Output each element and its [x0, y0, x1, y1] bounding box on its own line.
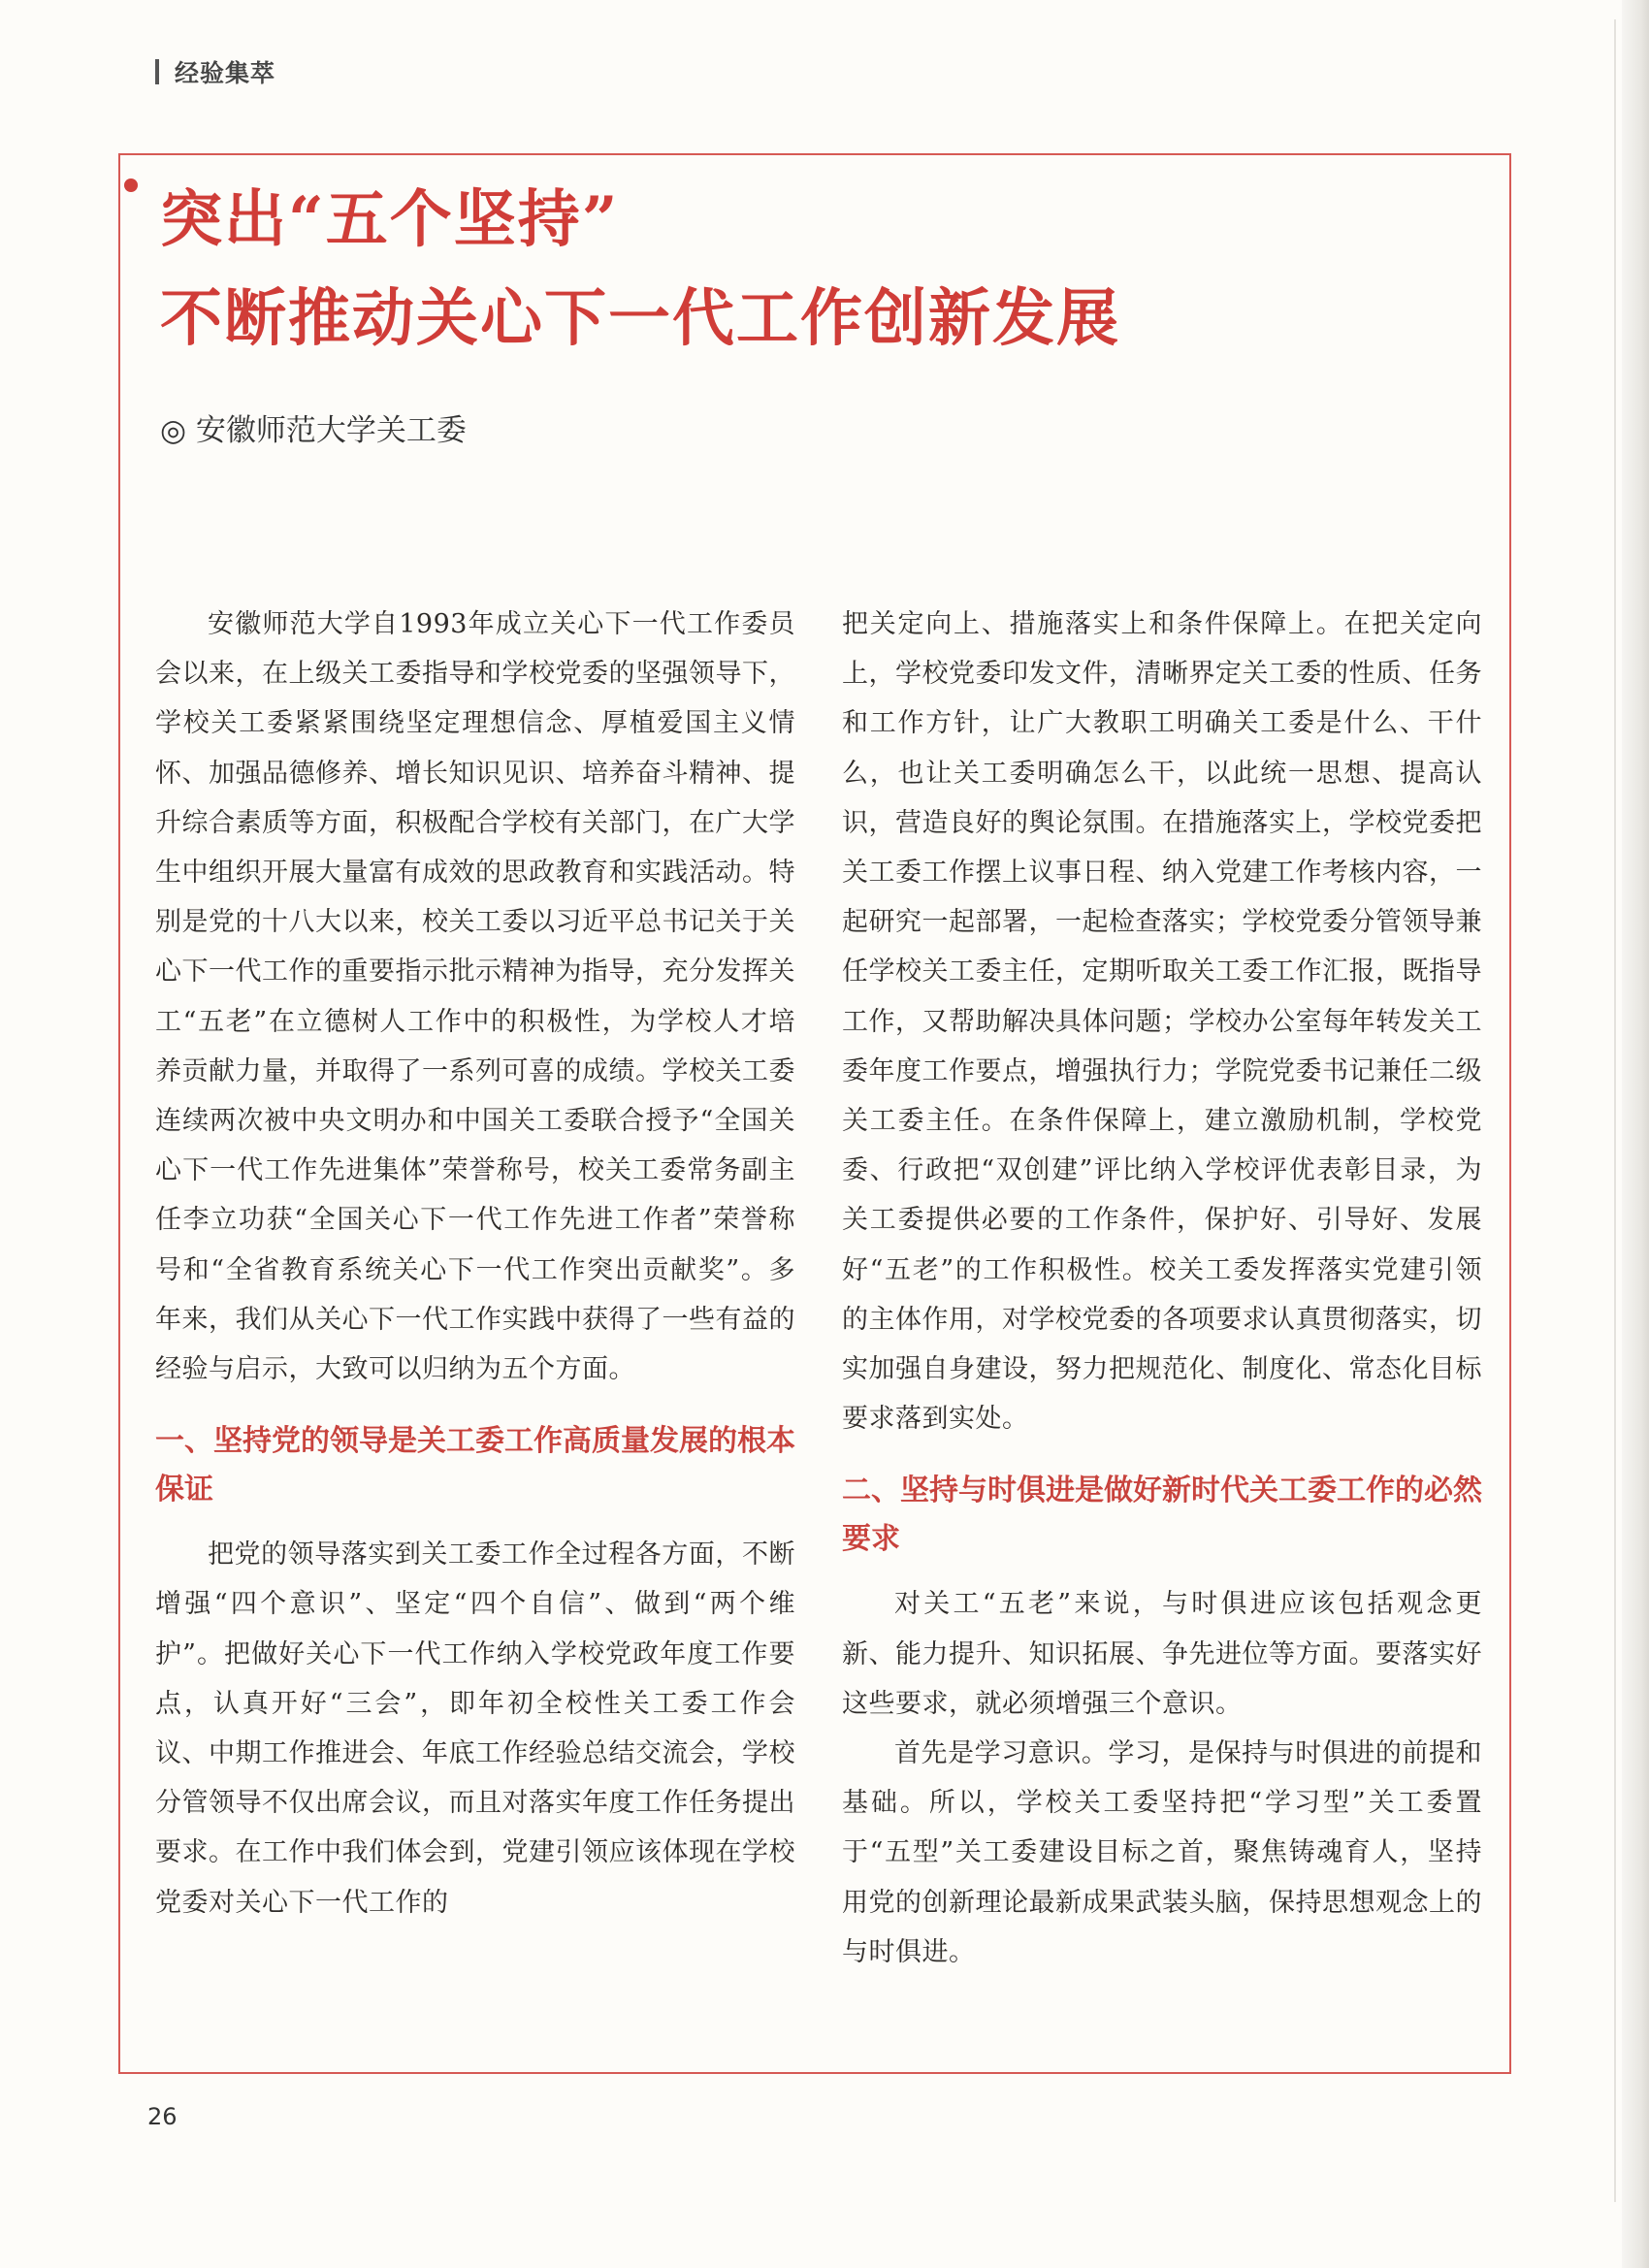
right-column	[842, 599, 1482, 1977]
section-2-paragraph-2: 首先是学习意识。学习，是保持与时俱进的前提和基础。所以，学校关工委坚持把“学习型”关工委置于“五型”关工委建设目标之首，聚焦铸魂育人，坚持用党的创新理论最新成果武装头脑，保持思想观念上的与时俱进。	[842, 1738, 1482, 1967]
continuation-paragraph: 把关定向上、措施落实上和条件保障上。在把关定向上，学校党委印发文件，清晰界定关工委的性质、任务和工作方针，让广大教职工明确关工委是什么、干什么，也让关工委明确怎么干，以此统一思想、提高认识，营造良好的舆论氛围。在措施落实上，学校党委把关工委工作摆上议事日程、纳入党建工作考核内容，一起研究一起部署，一起检查落实；学校党委分管领导兼任学校关工委主任，定期听取关工委工作汇报，既指导工作，又帮助解决具体问题；学校办公室每年转发关工委年度工作要点，增强执行力；学院党委书记兼任二级关工委主任。在条件保障上，建立激励机制，学校党委、行政把“双创建”评比纳入学校评优表彰目录，为关工委提供必要的工作条件，保护好、引导好、发展好“五老”的工作积极性。校关工委发挥落实党建引领的主体作用，对学校党委的各项要求认真贯彻落实，切实加强自身建设，努力把规范化、制度化、常态化目标要求落到实处。	[842, 609, 1482, 1435]
section-1-paragraph: 把党的领导落实到关工委工作全过程各方面，不断增强“四个意识”、坚定“四个自信”、做到“两个维护”。把做好关心下一代工作纳入学校党政年度工作要点，认真开好“三会”，即年初全校性关工委工作会议、中期工作推进会、年底工作经验总结交流会，学校分管领导不仅出席会议，而且对落实年度工作任务提出要求。在工作中我们体会到，党建引领应该体现在学校党委对关心下一代工作的	[155, 1539, 795, 1918]
article-author: ◎ 安徽师范大学关工委	[160, 413, 467, 448]
page-edge-shadow	[1622, 0, 1649, 2268]
section-tag	[155, 54, 275, 89]
section-2-paragraph-1: 对关工“五老”来说，与时俱进应该包括观念更新、能力提升、知识拓展、争先进位等方面。要落实好这些要求，就必须增强三个意识。	[842, 1589, 1482, 1719]
section-tag-label: 经验集萃	[175, 59, 276, 87]
page-number: 26	[147, 2103, 178, 2130]
section-heading-1: 一、坚持党的领导是关工委工作高质量发展的根本保证	[155, 1424, 795, 1507]
frame-corner-dot	[124, 178, 138, 192]
left-column	[155, 599, 795, 1928]
page-edge-line	[1614, 19, 1616, 2202]
section-heading-2: 二、坚持与时俱进是做好新时代关工委工作的必然要求	[842, 1474, 1482, 1557]
intro-paragraph: 安徽师范大学自1993年成立关心下一代工作委员会以来，在上级关工委指导和学校党委的坚强领导下，学校关工委紧紧围绕坚定理想信念、厚植爱国主义情怀、加强品德修养、增长知识见识、培养奋斗精神、提升综合素质等方面，积极配合学校有关部门，在广大学生中组织开展大量富有成效的思政教育和实践活动。特别是党的十八大以来，校关工委以习近平总书记关于关心下一代工作的重要指示批示精神为指导，充分发挥关工“五老”在立德树人工作中的积极性，为学校人才培养贡献力量，并取得了一系列可喜的成绩。学校关工委连续两次被中央文明办和中国关工委联合授予“全国关心下一代工作先进集体”荣誉称号，校关工委常务副主任李立功获“全国关心下一代工作先进工作者”荣誉称号和“全省教育系统关心下一代工作突出贡献奖”。多年来，我们从关心下一代工作实践中获得了一些有益的经验与启示，大致可以归纳为五个方面。	[155, 609, 795, 1385]
article-title-line-1: 突出“五个坚持”	[160, 183, 620, 256]
section-tag-bar	[155, 59, 159, 84]
article-title-line-2: 不断推动关心下一代工作创新发展	[160, 282, 1120, 355]
article-title	[160, 171, 1120, 369]
